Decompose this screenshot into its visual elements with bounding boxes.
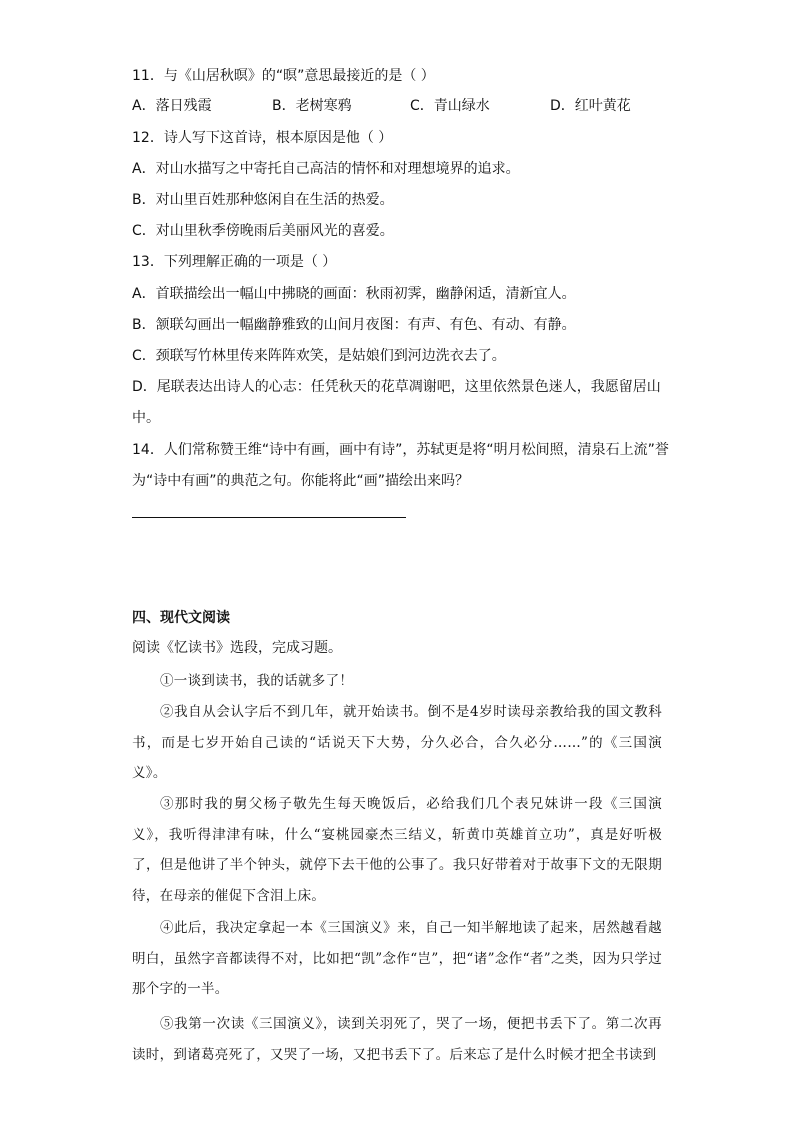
- passage-paragraph-1: ①一谈到读书，我的话就多了！: [160, 673, 354, 689]
- q12-stem: 12．诗人写下这首诗，根本原因是他（ ）: [132, 130, 393, 146]
- passage-paragraph-2: ②我自从会认字后不到几年，就开始读书。倒不是4岁时读母亲教给我的国文教科书，而是七岁开始自己读的“话说天下大势，分久必合，合久必分……”的《三国演义》。: [132, 704, 662, 781]
- q13-stem: 13．下列理解正确的一项是（ ）: [132, 254, 337, 270]
- q13-option-b: B．颔联勾画出一幅幽静雅致的山间月夜图：有声、有色、有动、有静。: [132, 317, 576, 333]
- q12-option-a: A．对山水描写之中寄托自己高洁的情怀和对理想境界的追求。: [132, 161, 520, 177]
- q14-line-1: 14．人们常称赞王维“诗中有画，画中有诗”，苏轼更是将“明月松间照，清泉石上流”誉: [132, 442, 669, 458]
- q12-option-c: C．对山里秋季傍晚雨后美丽风光的喜爱。: [132, 223, 394, 239]
- q11-option-d: D．红叶黄花: [550, 98, 631, 114]
- q13-option-c: C．颈联写竹林里传来阵阵欢笑，是姑娘们到河边洗衣去了。: [132, 348, 506, 364]
- answer-blank-line[interactable]: [132, 517, 406, 518]
- q14-line-2: 为“诗中有画”的典范之句。你能将此“画”描绘出来吗？: [132, 473, 470, 489]
- reading-instruction: 阅读《忆读书》选段，完成习题。: [132, 640, 342, 656]
- q11-option-b: B．老树寒鸦: [272, 98, 352, 114]
- passage-paragraph-5: ⑤我第一次读《三国演义》，读到关羽死了，哭了一场，便把书丢下了。第二次再读时，到诸葛亮死了，又哭了一场，又把书丢下了。后来忘了是什么时候才把全书读到: [132, 1016, 662, 1063]
- q13-option-a: A．首联描绘出一幅山中拂晓的画面：秋雨初霁，幽静闲适，清新宜人。: [132, 286, 576, 302]
- q11-stem: 11．与《山居秋暝》的“暝”意思最接近的是（ ）: [132, 68, 435, 84]
- q11-option-a: A．落日残霞: [132, 98, 212, 114]
- passage-paragraph-4: ④此后，我决定拿起一本《三国演义》来，自己一知半解地读了起来，居然越看越明白，虽然字音都读得不对，比如把“凯”念作“岂”，把“诸”念作“者”之类，因为只学过那个字的一半。: [132, 920, 662, 997]
- q13-option-d-continued: 中。: [132, 410, 160, 426]
- q11-option-c: C．青山绿水: [410, 98, 490, 114]
- section-title: 四、现代文阅读: [132, 610, 230, 626]
- q13-option-d: D．尾联表达出诗人的心志：任凭秋天的花草凋谢吧，这里依然景色迷人，我愿留居山: [132, 379, 661, 395]
- passage-paragraph-3: ③那时我的舅父杨子敬先生每天晚饭后，必给我们几个表兄妹讲一段《三国演义》，我听得津津有味，什么“宴桃园豪杰三结义，斩黄巾英雄首立功”，真是好听极了，但是他讲了半个钟头，就停下去干他的公事了。我只好带着对于故事下文的无限期待，在母亲的催促下含泪上床。: [132, 796, 662, 904]
- q12-option-b: B．对山里百姓那种悠闲自在生活的热爱。: [132, 192, 394, 208]
